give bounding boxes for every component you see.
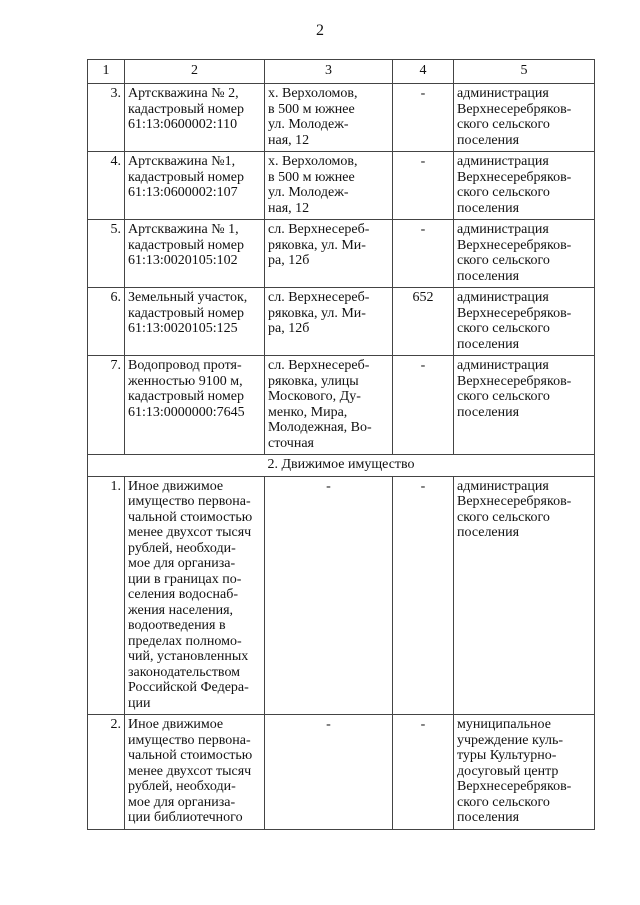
table-row xyxy=(88,715,595,830)
object-name: Артскважина №1, кадастровый номер 61:13:0600002:107 xyxy=(125,152,265,220)
table-row xyxy=(88,220,595,288)
header-col-4: 4 xyxy=(393,60,454,84)
section-row xyxy=(88,455,595,477)
object-holder: администрация Верхнесеребряков- ского сельского поселения xyxy=(454,152,595,220)
object-holder: администрация Верхнесеребряков- ского сельского поселения xyxy=(454,476,595,715)
row-number: 4. xyxy=(88,152,125,220)
object-area: - xyxy=(393,152,454,220)
row-number: 5. xyxy=(88,220,125,288)
object-holder: администрация Верхнесеребряков- ского сельского поселения xyxy=(454,84,595,152)
object-holder: администрация Верхнесеребряков- ского сельского поселения xyxy=(454,288,595,356)
object-name: Артскважина № 1, кадастровый номер 61:13:0020105:102 xyxy=(125,220,265,288)
object-name: Артскважина № 2, кадастровый номер 61:13:0600002:110 xyxy=(125,84,265,152)
table-row xyxy=(88,152,595,220)
table-row xyxy=(88,84,595,152)
object-address: сл. Верхнесереб- ряковка, ул. Ми- ра, 12б xyxy=(265,220,393,288)
header-row xyxy=(88,60,595,84)
object-name: Иное движимое имущество первона- чальной стоимостью менее двухсот тысяч рублей, необходи- мое для организа- ции библиотечного xyxy=(125,715,265,830)
object-area: - xyxy=(393,715,454,830)
section-title-movable: 2. Движимое имущество xyxy=(88,455,595,477)
row-number: 7. xyxy=(88,356,125,455)
table-row xyxy=(88,288,595,356)
header-col-2: 2 xyxy=(125,60,265,84)
object-area: - xyxy=(393,356,454,455)
object-area: 652 xyxy=(393,288,454,356)
object-area: - xyxy=(393,476,454,715)
page-number: 2 xyxy=(316,22,324,39)
header-col-3: 3 xyxy=(265,60,393,84)
table-row xyxy=(88,476,595,715)
object-address: х. Верхоломов, в 500 м южнее ул. Молодеж- ная, 12 xyxy=(265,84,393,152)
object-address: - xyxy=(265,715,393,830)
object-name: Водопровод протя- женностью 9100 м, кадастровый номер 61:13:0000000:7645 xyxy=(125,356,265,455)
object-holder: администрация Верхнесеребряков- ского сельского поселения xyxy=(454,356,595,455)
object-area: - xyxy=(393,220,454,288)
row-number: 6. xyxy=(88,288,125,356)
object-address: сл. Верхнесереб- ряковка, улицы Москового, Ду- менко, Мира, Молодежная, Во- сточная xyxy=(265,356,393,455)
object-name: Земельный участок, кадастровый номер 61:13:0020105:125 xyxy=(125,288,265,356)
object-address: х. Верхоломов, в 500 м южнее ул. Молодеж- ная, 12 xyxy=(265,152,393,220)
row-number: 1. xyxy=(88,476,125,715)
property-registry-table xyxy=(87,59,595,830)
object-address: - xyxy=(265,476,393,715)
object-holder: администрация Верхнесеребряков- ского сельского поселения xyxy=(454,220,595,288)
row-number: 2. xyxy=(88,715,125,830)
row-number: 3. xyxy=(88,84,125,152)
object-holder: муниципальное учреждение куль- туры Культурно- досуговый центр Верхнесеребряков- ского сельского поселения xyxy=(454,715,595,830)
header-col-1: 1 xyxy=(88,60,125,84)
object-name: Иное движимое имущество первона- чальной стоимостью менее двухсот тысяч рублей, необходи- мое для организа- ции в границах по- селения водоснаб- жения населения, водоотведения в пределах полномо- чий, установленных законодательством Российской Федера- ции xyxy=(125,476,265,715)
table-row xyxy=(88,356,595,455)
header-col-5: 5 xyxy=(454,60,595,84)
object-address: сл. Верхнесереб- ряковка, ул. Ми- ра, 12б xyxy=(265,288,393,356)
object-area: - xyxy=(393,84,454,152)
